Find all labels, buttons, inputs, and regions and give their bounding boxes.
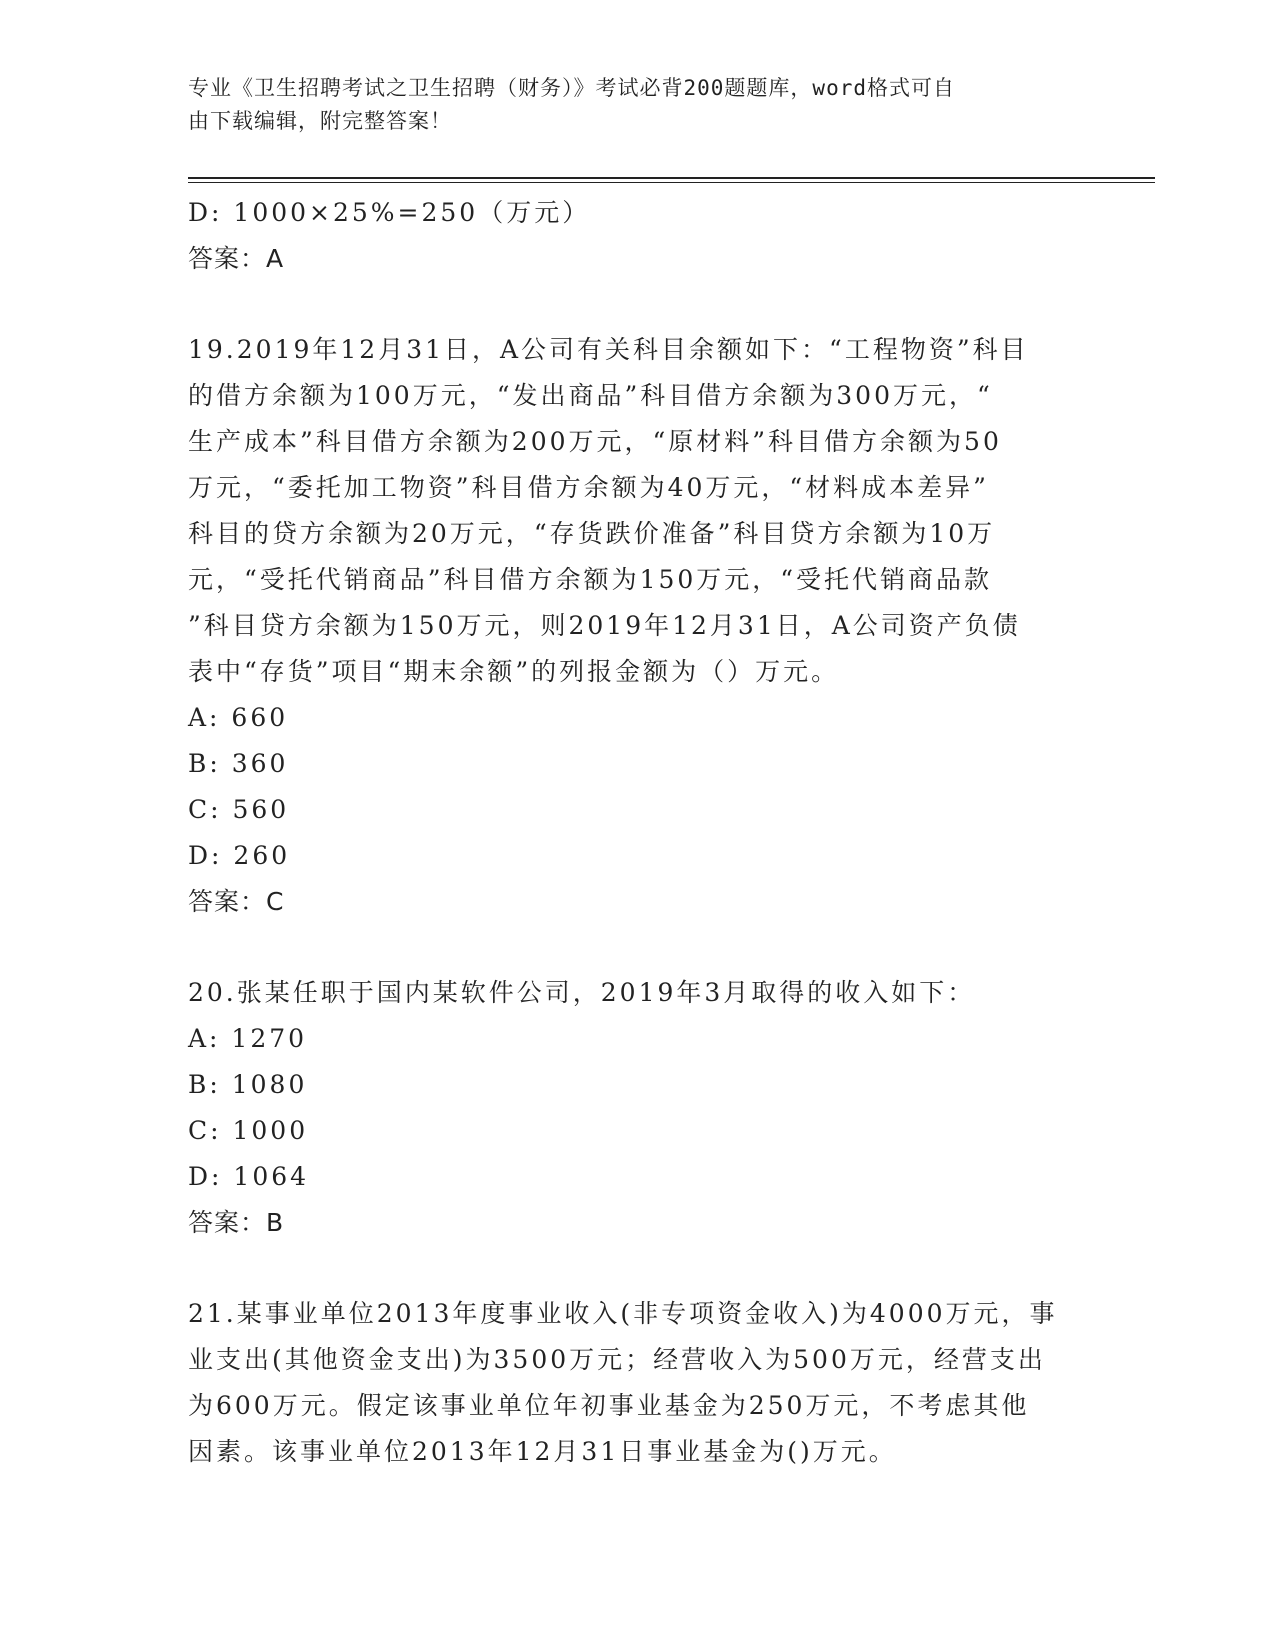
question-21 (188, 1291, 1068, 1475)
option-b: B: 1080 (188, 1070, 308, 1099)
question-text-line: 科目的贷方余额为20万元，“存货跌价准备”科目贷方余额为10万 (188, 519, 996, 548)
question-20 (188, 970, 1068, 1246)
header-line-1: 专业《卫生招聘考试之卫生招聘（财务）》考试必背200题题库，word格式可自 (188, 76, 955, 100)
question-text-line: 的借方余额为100万元，“发出商品”科目借方余额为300万元，“ (188, 381, 993, 410)
document-body (188, 190, 1068, 1475)
question-text-line: 业支出(其他资金支出)为3500万元；经营收入为500万元，经营支出 (188, 1345, 1046, 1374)
question-text-line: 20.张某任职于国内某软件公司，2019年3月取得的收入如下： (188, 978, 976, 1007)
question-text-line: 生产成本”科目借方余额为200万元，“原材料”科目借方余额为50 (188, 427, 1002, 456)
spacer (188, 925, 1068, 970)
header-divider-thick (188, 177, 1155, 179)
question-19 (188, 327, 1068, 925)
question-text-line: 为600万元。假定该事业单位年初事业基金为250万元，不考虑其他 (188, 1391, 1030, 1420)
question-text-line: 19.2019年12月31日，A公司有关科目余额如下：“工程物资”科目 (188, 335, 1029, 364)
question-text-line: 万元，“委托加工物资”科目借方余额为40万元，“材料成本差异” (188, 473, 989, 502)
question-text-line: 表中“存货”项目“期末余额”的列报金额为（）万元。 (188, 657, 840, 686)
answer: 答案：C (188, 887, 285, 916)
option-d: D: 1000×25%=250（万元） (188, 198, 591, 227)
option-d: D: 1064 (188, 1162, 310, 1191)
spacer (188, 1246, 1068, 1291)
header-divider-thin (188, 182, 1155, 183)
spacer (188, 282, 1068, 327)
answer: 答案：A (188, 244, 285, 273)
option-c: C: 560 (188, 795, 290, 824)
question-text-line: ”科目贷方余额为150万元，则2019年12月31日，A公司资产负债 (188, 611, 1021, 640)
option-a: A: 660 (188, 703, 289, 732)
answer: 答案：B (188, 1208, 285, 1237)
question-text-line: 因素。该事业单位2013年12月31日事业基金为()万元。 (188, 1437, 897, 1466)
question-text-line: 21.某事业单位2013年度事业收入(非专项资金收入)为4000万元，事 (188, 1299, 1058, 1328)
document-header (188, 72, 1068, 138)
previous-question-tail (188, 190, 1068, 282)
header-line-2: 由下载编辑，附完整答案！ (188, 109, 452, 133)
option-c: C: 1000 (188, 1116, 309, 1145)
option-b: B: 360 (188, 749, 289, 778)
option-a: A: 1270 (188, 1024, 308, 1053)
question-text-line: 元，“受托代销商品”科目借方余额为150万元，“受托代销商品款 (188, 565, 993, 594)
option-d: D: 260 (188, 841, 291, 870)
